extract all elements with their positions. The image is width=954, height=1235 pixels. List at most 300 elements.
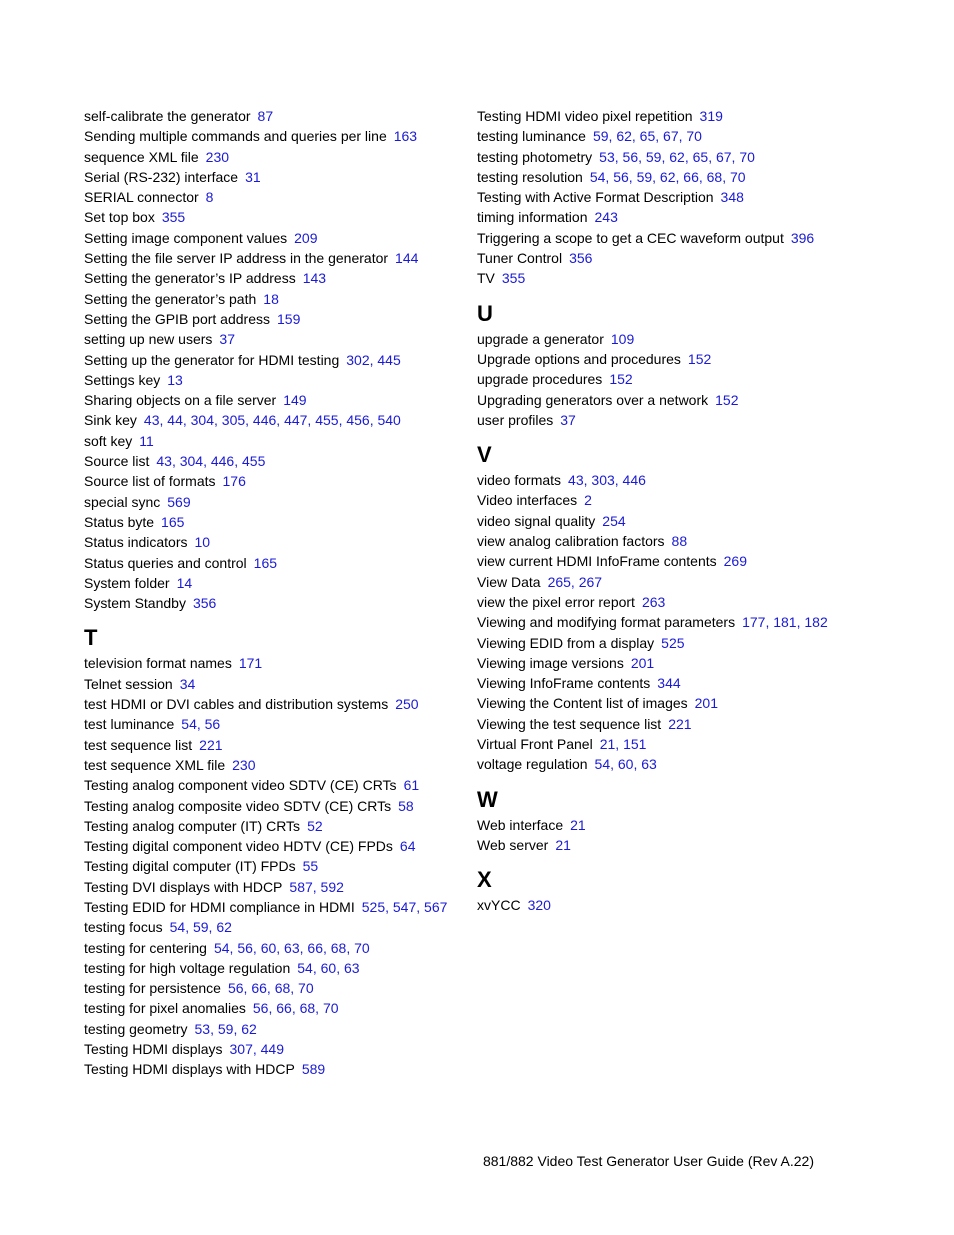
page-link[interactable]: 54 xyxy=(213,939,230,956)
index-entry xyxy=(84,917,464,937)
index-entry xyxy=(477,551,877,571)
page-link[interactable]: 21 xyxy=(599,736,616,753)
page-link[interactable]: 254 xyxy=(602,512,626,529)
index-entry xyxy=(477,633,877,653)
page-link[interactable]: 176 xyxy=(222,473,246,490)
page-link[interactable]: 165 xyxy=(161,513,185,530)
page-references xyxy=(346,352,401,368)
page-separator: , xyxy=(299,939,308,956)
index-entry xyxy=(477,470,877,490)
page-link[interactable]: 567 xyxy=(424,898,448,915)
page-link[interactable]: 56 xyxy=(227,980,244,997)
page-link[interactable]: 63 xyxy=(641,756,657,773)
page-link[interactable]: 303 xyxy=(591,472,615,489)
index-term: Testing analog component video SDTV (CE) CRTs xyxy=(84,777,397,794)
page-references xyxy=(631,655,654,671)
page-references xyxy=(584,492,592,508)
page-link[interactable]: 230 xyxy=(232,756,256,773)
page-references xyxy=(139,433,154,449)
page-link[interactable]: 267 xyxy=(578,573,603,590)
page-link[interactable]: 250 xyxy=(395,696,419,713)
page-references xyxy=(695,695,718,711)
page-references xyxy=(239,655,262,671)
page-references xyxy=(214,940,370,956)
page-separator: , xyxy=(661,148,670,165)
page-separator: , xyxy=(312,959,321,976)
page-separator: , xyxy=(570,573,579,590)
index-entry xyxy=(477,895,877,915)
page-link[interactable]: 88 xyxy=(671,533,688,550)
page-link[interactable]: 31 xyxy=(245,168,261,185)
page-link[interactable]: 152 xyxy=(715,391,739,408)
page-link[interactable]: 59 xyxy=(192,919,209,936)
index-term: Tuner Control xyxy=(477,250,563,267)
page-link[interactable]: 344 xyxy=(657,675,681,692)
page-references xyxy=(206,189,214,205)
page-references xyxy=(253,1000,339,1016)
page-references xyxy=(611,331,634,347)
page-link[interactable]: 302 xyxy=(346,351,370,368)
page-separator: , xyxy=(171,453,180,470)
page-link[interactable]: 62 xyxy=(669,148,685,165)
page-separator: , xyxy=(614,148,623,165)
page-link[interactable]: 70 xyxy=(298,980,314,997)
page-link[interactable]: 70 xyxy=(686,128,702,145)
page-separator: , xyxy=(583,472,592,489)
page-link[interactable]: 54 xyxy=(589,168,606,185)
index-entry xyxy=(477,531,877,551)
page-link[interactable]: 319 xyxy=(699,108,723,124)
page-link[interactable]: 62 xyxy=(216,919,232,936)
page-footer: 881/882 Video Test Generator User Guide (Rev A.22) xyxy=(482,1153,814,1169)
page-link[interactable]: 60 xyxy=(260,939,277,956)
index-entry xyxy=(477,835,877,855)
page-link[interactable]: 181 xyxy=(773,614,797,631)
page-link[interactable]: 56 xyxy=(622,148,639,165)
page-link[interactable]: 230 xyxy=(205,148,230,165)
index-term: Setting image component values xyxy=(84,229,288,246)
page-link[interactable]: 60 xyxy=(320,959,337,976)
page-separator: , xyxy=(346,939,355,956)
page-references xyxy=(715,392,738,408)
page-link[interactable]: 59 xyxy=(636,168,653,185)
page-separator: , xyxy=(675,168,684,185)
index-term: view the pixel error report xyxy=(477,593,635,610)
page-link[interactable]: 18 xyxy=(263,290,279,307)
index-entry xyxy=(477,714,877,734)
page-link[interactable]: 171 xyxy=(238,655,263,672)
page-link[interactable]: 446 xyxy=(252,412,277,429)
index-entry xyxy=(84,248,464,268)
page-references xyxy=(195,1021,257,1037)
page-link[interactable]: 396 xyxy=(790,229,815,246)
page-references xyxy=(362,899,448,915)
index-entry xyxy=(84,106,464,126)
page-link[interactable]: 56 xyxy=(252,1000,269,1017)
page-link[interactable]: 456 xyxy=(346,412,370,429)
index-term: Settings key xyxy=(84,371,161,388)
page-link[interactable]: 37 xyxy=(219,331,235,348)
page-references xyxy=(600,736,647,752)
index-term: Testing digital computer (IT) FPDs xyxy=(84,858,296,875)
page-link[interactable]: 65 xyxy=(692,148,709,165)
page-references xyxy=(199,737,222,753)
index-entry xyxy=(84,329,464,349)
page-link[interactable]: 587 xyxy=(289,878,313,895)
page-link[interactable]: 221 xyxy=(199,736,223,753)
index-term: timing information xyxy=(477,209,588,226)
index-entry xyxy=(477,490,877,510)
page-link[interactable]: 66 xyxy=(276,1000,292,1017)
page-link[interactable]: 68 xyxy=(330,939,347,956)
page-link[interactable]: 307 xyxy=(229,1041,253,1058)
page-separator: , xyxy=(233,1020,242,1037)
page-separator: , xyxy=(185,919,193,936)
index-term: SERIAL connector xyxy=(84,189,199,206)
page-link[interactable]: 53 xyxy=(194,1020,211,1037)
page-separator: , xyxy=(416,898,425,915)
page-link[interactable]: 305 xyxy=(221,412,246,429)
page-link[interactable]: 447 xyxy=(284,412,308,429)
page-link[interactable]: 355 xyxy=(161,209,186,226)
index-entry xyxy=(84,350,464,370)
page-link[interactable]: 525 xyxy=(661,634,685,651)
index-entry xyxy=(84,653,464,673)
page-separator: , xyxy=(243,980,252,997)
page-link[interactable]: 221 xyxy=(668,715,692,732)
index-term: test HDMI or DVI cables and distribution systems xyxy=(84,696,389,713)
page-references xyxy=(791,230,814,246)
page-link[interactable]: 63 xyxy=(284,939,300,956)
page-separator: , xyxy=(614,472,623,489)
index-term: Virtual Front Panel xyxy=(477,736,593,753)
page-link[interactable]: 243 xyxy=(594,209,618,226)
page-separator: , xyxy=(708,148,716,165)
page-link[interactable]: 163 xyxy=(393,128,418,145)
page-link[interactable]: 201 xyxy=(630,654,655,671)
page-link[interactable]: 356 xyxy=(192,595,217,612)
page-link[interactable]: 62 xyxy=(241,1020,257,1037)
index-entry xyxy=(84,938,464,958)
index-entry xyxy=(84,492,464,512)
index-entry xyxy=(477,390,877,410)
page-references xyxy=(307,818,323,834)
page-references xyxy=(195,534,211,550)
index-entry xyxy=(477,349,877,369)
page-link[interactable]: 58 xyxy=(398,797,414,814)
index-entry xyxy=(84,289,464,309)
index-term: Sharing objects on a file server xyxy=(84,392,277,409)
page-references xyxy=(502,270,525,286)
page-link[interactable]: 21 xyxy=(555,836,571,853)
page-link[interactable]: 70 xyxy=(739,148,755,165)
page-link[interactable]: 43 xyxy=(568,472,584,489)
index-term: Testing digital component video HDTV (CE) FPDs xyxy=(84,838,393,855)
index-term: Viewing InfoFrame contents xyxy=(477,675,651,692)
page-references xyxy=(294,230,317,246)
index-letter-heading: X xyxy=(477,867,492,893)
index-entry xyxy=(84,755,464,775)
page-link[interactable]: 201 xyxy=(694,695,718,712)
page-link[interactable]: 66 xyxy=(683,168,699,185)
index-entry xyxy=(477,126,877,146)
index-entry xyxy=(84,978,464,998)
page-link[interactable]: 2 xyxy=(584,492,592,509)
index-term: Testing HDMI displays xyxy=(84,1041,223,1058)
page-references xyxy=(590,169,746,185)
page-link[interactable]: 525 xyxy=(361,898,386,915)
page-separator: , xyxy=(796,614,805,631)
index-term: Viewing and modifying format parameters xyxy=(477,614,736,631)
page-references xyxy=(228,980,314,996)
page-link[interactable]: 64 xyxy=(399,838,416,855)
page-link[interactable]: 60 xyxy=(617,756,634,773)
page-references xyxy=(395,250,418,266)
page-link[interactable]: 53 xyxy=(599,148,615,165)
page-link[interactable]: 87 xyxy=(257,108,274,124)
page-link[interactable]: 159 xyxy=(277,310,301,327)
page-link[interactable]: 52 xyxy=(307,817,323,834)
page-link[interactable]: 68 xyxy=(706,168,723,185)
page-separator: , xyxy=(203,453,211,470)
index-entry xyxy=(477,734,877,754)
index-letter-heading: V xyxy=(477,442,492,468)
index-entry xyxy=(477,653,877,673)
page-link[interactable]: 66 xyxy=(251,980,267,997)
page-separator: , xyxy=(385,898,393,915)
page-link[interactable]: 44 xyxy=(167,412,183,429)
page-references xyxy=(609,371,632,387)
index-entry xyxy=(84,228,464,248)
page-link[interactable]: 152 xyxy=(609,371,633,388)
index-term: Testing EDID for HDMI compliance in HDMI xyxy=(84,898,355,915)
index-term: Status indicators xyxy=(84,534,188,551)
index-term: television format names xyxy=(84,655,232,672)
page-link[interactable]: 446 xyxy=(622,472,646,489)
page-link[interactable]: 70 xyxy=(354,939,370,956)
page-link[interactable]: 56 xyxy=(204,716,221,733)
page-link[interactable]: 144 xyxy=(395,250,419,267)
page-link[interactable]: 569 xyxy=(167,493,191,510)
page-separator: , xyxy=(312,878,321,895)
page-separator: , xyxy=(210,1020,218,1037)
page-link[interactable]: 455 xyxy=(315,412,339,429)
page-link[interactable]: 56 xyxy=(613,168,629,185)
page-link[interactable]: 348 xyxy=(720,189,744,206)
page-link[interactable]: 43 xyxy=(156,453,172,470)
index-term: TV xyxy=(477,270,495,287)
index-column-left xyxy=(84,106,464,1080)
index-term: Triggering a scope to get a CEC waveform output xyxy=(477,229,784,246)
index-term: xvYCC xyxy=(477,897,521,914)
page-link[interactable]: 61 xyxy=(403,777,420,794)
index-term: upgrade a generator xyxy=(477,330,604,347)
page-references xyxy=(599,149,755,165)
page-references xyxy=(528,897,551,913)
index-entry xyxy=(477,592,877,612)
page-link[interactable]: 54 xyxy=(297,959,313,976)
page-link[interactable]: 449 xyxy=(260,1041,284,1058)
index-entry xyxy=(477,147,877,167)
page-link[interactable]: 70 xyxy=(730,168,746,185)
page-references xyxy=(177,575,193,591)
index-term: Testing HDMI video pixel repetition xyxy=(477,108,693,124)
page-references xyxy=(642,594,665,610)
page-references xyxy=(560,412,576,428)
index-term: Set top box xyxy=(84,209,155,226)
index-entry xyxy=(477,754,877,774)
index-term: Serial (RS-232) interface xyxy=(84,168,239,185)
page-link[interactable]: 304 xyxy=(190,412,214,429)
page-link[interactable]: 589 xyxy=(301,1061,326,1078)
page-separator: , xyxy=(266,980,275,997)
page-link[interactable]: 8 xyxy=(205,189,214,206)
page-references xyxy=(263,291,279,307)
index-entry xyxy=(84,187,464,207)
index-entry xyxy=(84,390,464,410)
page-references xyxy=(657,675,680,691)
page-link[interactable]: 182 xyxy=(804,614,828,631)
page-link[interactable]: 143 xyxy=(302,270,327,287)
page-separator: , xyxy=(276,939,285,956)
page-link[interactable]: 54 xyxy=(594,756,611,773)
page-separator: , xyxy=(684,148,693,165)
page-link[interactable]: 67 xyxy=(663,128,679,145)
page-references xyxy=(595,756,657,772)
page-link[interactable]: 151 xyxy=(623,736,647,753)
page-references xyxy=(570,817,586,833)
page-link[interactable]: 59 xyxy=(217,1020,234,1037)
page-references xyxy=(206,149,229,165)
page-references xyxy=(289,879,344,895)
page-link[interactable]: 54 xyxy=(169,919,186,936)
page-link[interactable]: 55 xyxy=(302,858,319,875)
page-link[interactable]: 63 xyxy=(343,959,360,976)
index-term: voltage regulation xyxy=(477,756,588,773)
index-entry xyxy=(84,532,464,552)
page-link[interactable]: 265 xyxy=(547,573,571,590)
page-link[interactable]: 65 xyxy=(639,128,656,145)
page-link[interactable]: 62 xyxy=(659,168,676,185)
index-entry xyxy=(84,410,464,430)
page-references xyxy=(180,676,196,692)
page-link[interactable]: 355 xyxy=(501,270,526,287)
index-entry xyxy=(477,187,877,207)
page-link[interactable]: 445 xyxy=(377,351,401,368)
page-link[interactable]: 455 xyxy=(242,453,266,470)
page-link[interactable]: 109 xyxy=(610,330,635,347)
page-references xyxy=(156,453,265,469)
index-entry xyxy=(84,553,464,573)
page-link[interactable]: 320 xyxy=(527,897,551,914)
index-letter-heading: U xyxy=(477,300,493,326)
page-references xyxy=(245,169,261,185)
page-link[interactable]: 356 xyxy=(569,250,593,267)
index-entry xyxy=(84,714,464,734)
index-term: test luminance xyxy=(84,716,175,733)
page-link[interactable]: 11 xyxy=(139,432,154,449)
page-link[interactable]: 34 xyxy=(179,675,196,692)
page-link[interactable]: 54 xyxy=(181,716,197,733)
page-separator: , xyxy=(208,919,217,936)
page-link[interactable]: 56 xyxy=(237,939,253,956)
page-link[interactable]: 62 xyxy=(616,128,632,145)
page-references xyxy=(258,108,274,124)
page-link[interactable]: 68 xyxy=(299,1000,316,1017)
page-separator: , xyxy=(196,716,205,733)
page-references xyxy=(700,108,723,124)
page-link[interactable]: 149 xyxy=(283,392,307,409)
page-link[interactable]: 269 xyxy=(723,553,747,570)
page-separator: , xyxy=(245,412,253,429)
page-separator: , xyxy=(182,412,191,429)
page-link[interactable]: 304 xyxy=(179,453,204,470)
page-link[interactable]: 10 xyxy=(194,534,211,551)
page-link[interactable]: 43 xyxy=(143,412,160,429)
page-link[interactable]: 152 xyxy=(687,350,712,367)
page-references xyxy=(181,716,220,732)
index-entry xyxy=(477,167,877,187)
page-references xyxy=(170,919,232,935)
page-link[interactable]: 37 xyxy=(560,411,576,428)
page-separator: , xyxy=(638,148,646,165)
index-term: test sequence list xyxy=(84,736,193,753)
page-separator: , xyxy=(234,453,242,470)
page-link[interactable]: 547 xyxy=(392,898,417,915)
index-entry xyxy=(477,106,877,126)
page-link[interactable]: 59 xyxy=(645,148,662,165)
index-term: sequence XML file xyxy=(84,148,199,165)
page-references xyxy=(167,494,190,510)
page-references xyxy=(230,1041,285,1057)
page-references xyxy=(721,189,744,205)
page-link[interactable]: 14 xyxy=(176,574,193,591)
page-references xyxy=(302,1061,325,1077)
page-link[interactable]: 540 xyxy=(377,412,401,429)
index-entry xyxy=(84,512,464,532)
page-link[interactable]: 592 xyxy=(320,878,344,895)
index-entry xyxy=(84,694,464,714)
index-term: testing for high voltage regulation xyxy=(84,959,291,976)
index-entry xyxy=(477,268,877,288)
page-separator: , xyxy=(605,168,614,185)
index-term: Setting the generator’s IP address xyxy=(84,270,296,287)
page-separator: , xyxy=(698,168,707,185)
page-link[interactable]: 165 xyxy=(253,554,278,571)
page-link[interactable]: 59 xyxy=(592,128,609,145)
index-entry xyxy=(84,147,464,167)
index-entry xyxy=(84,593,464,613)
page-link[interactable]: 21 xyxy=(570,816,586,833)
page-link[interactable]: 68 xyxy=(274,980,291,997)
page-link[interactable]: 70 xyxy=(322,1000,339,1017)
page-separator: , xyxy=(731,148,740,165)
index-entry xyxy=(84,836,464,856)
page-link[interactable]: 13 xyxy=(167,371,183,388)
page-link[interactable]: 67 xyxy=(715,148,732,165)
index-term: Web interface xyxy=(477,816,564,833)
page-link[interactable]: 177 xyxy=(742,614,766,631)
page-link[interactable]: 66 xyxy=(307,939,323,956)
index-term: Viewing image versions xyxy=(477,654,624,671)
page-link[interactable]: 446 xyxy=(210,453,235,470)
page-link[interactable]: 209 xyxy=(294,229,318,246)
page-link[interactable]: 263 xyxy=(641,593,666,610)
page-references xyxy=(395,696,418,712)
index-term: Upgrading generators over a network xyxy=(477,391,709,408)
index-entry xyxy=(84,167,464,187)
page-references xyxy=(688,351,711,367)
